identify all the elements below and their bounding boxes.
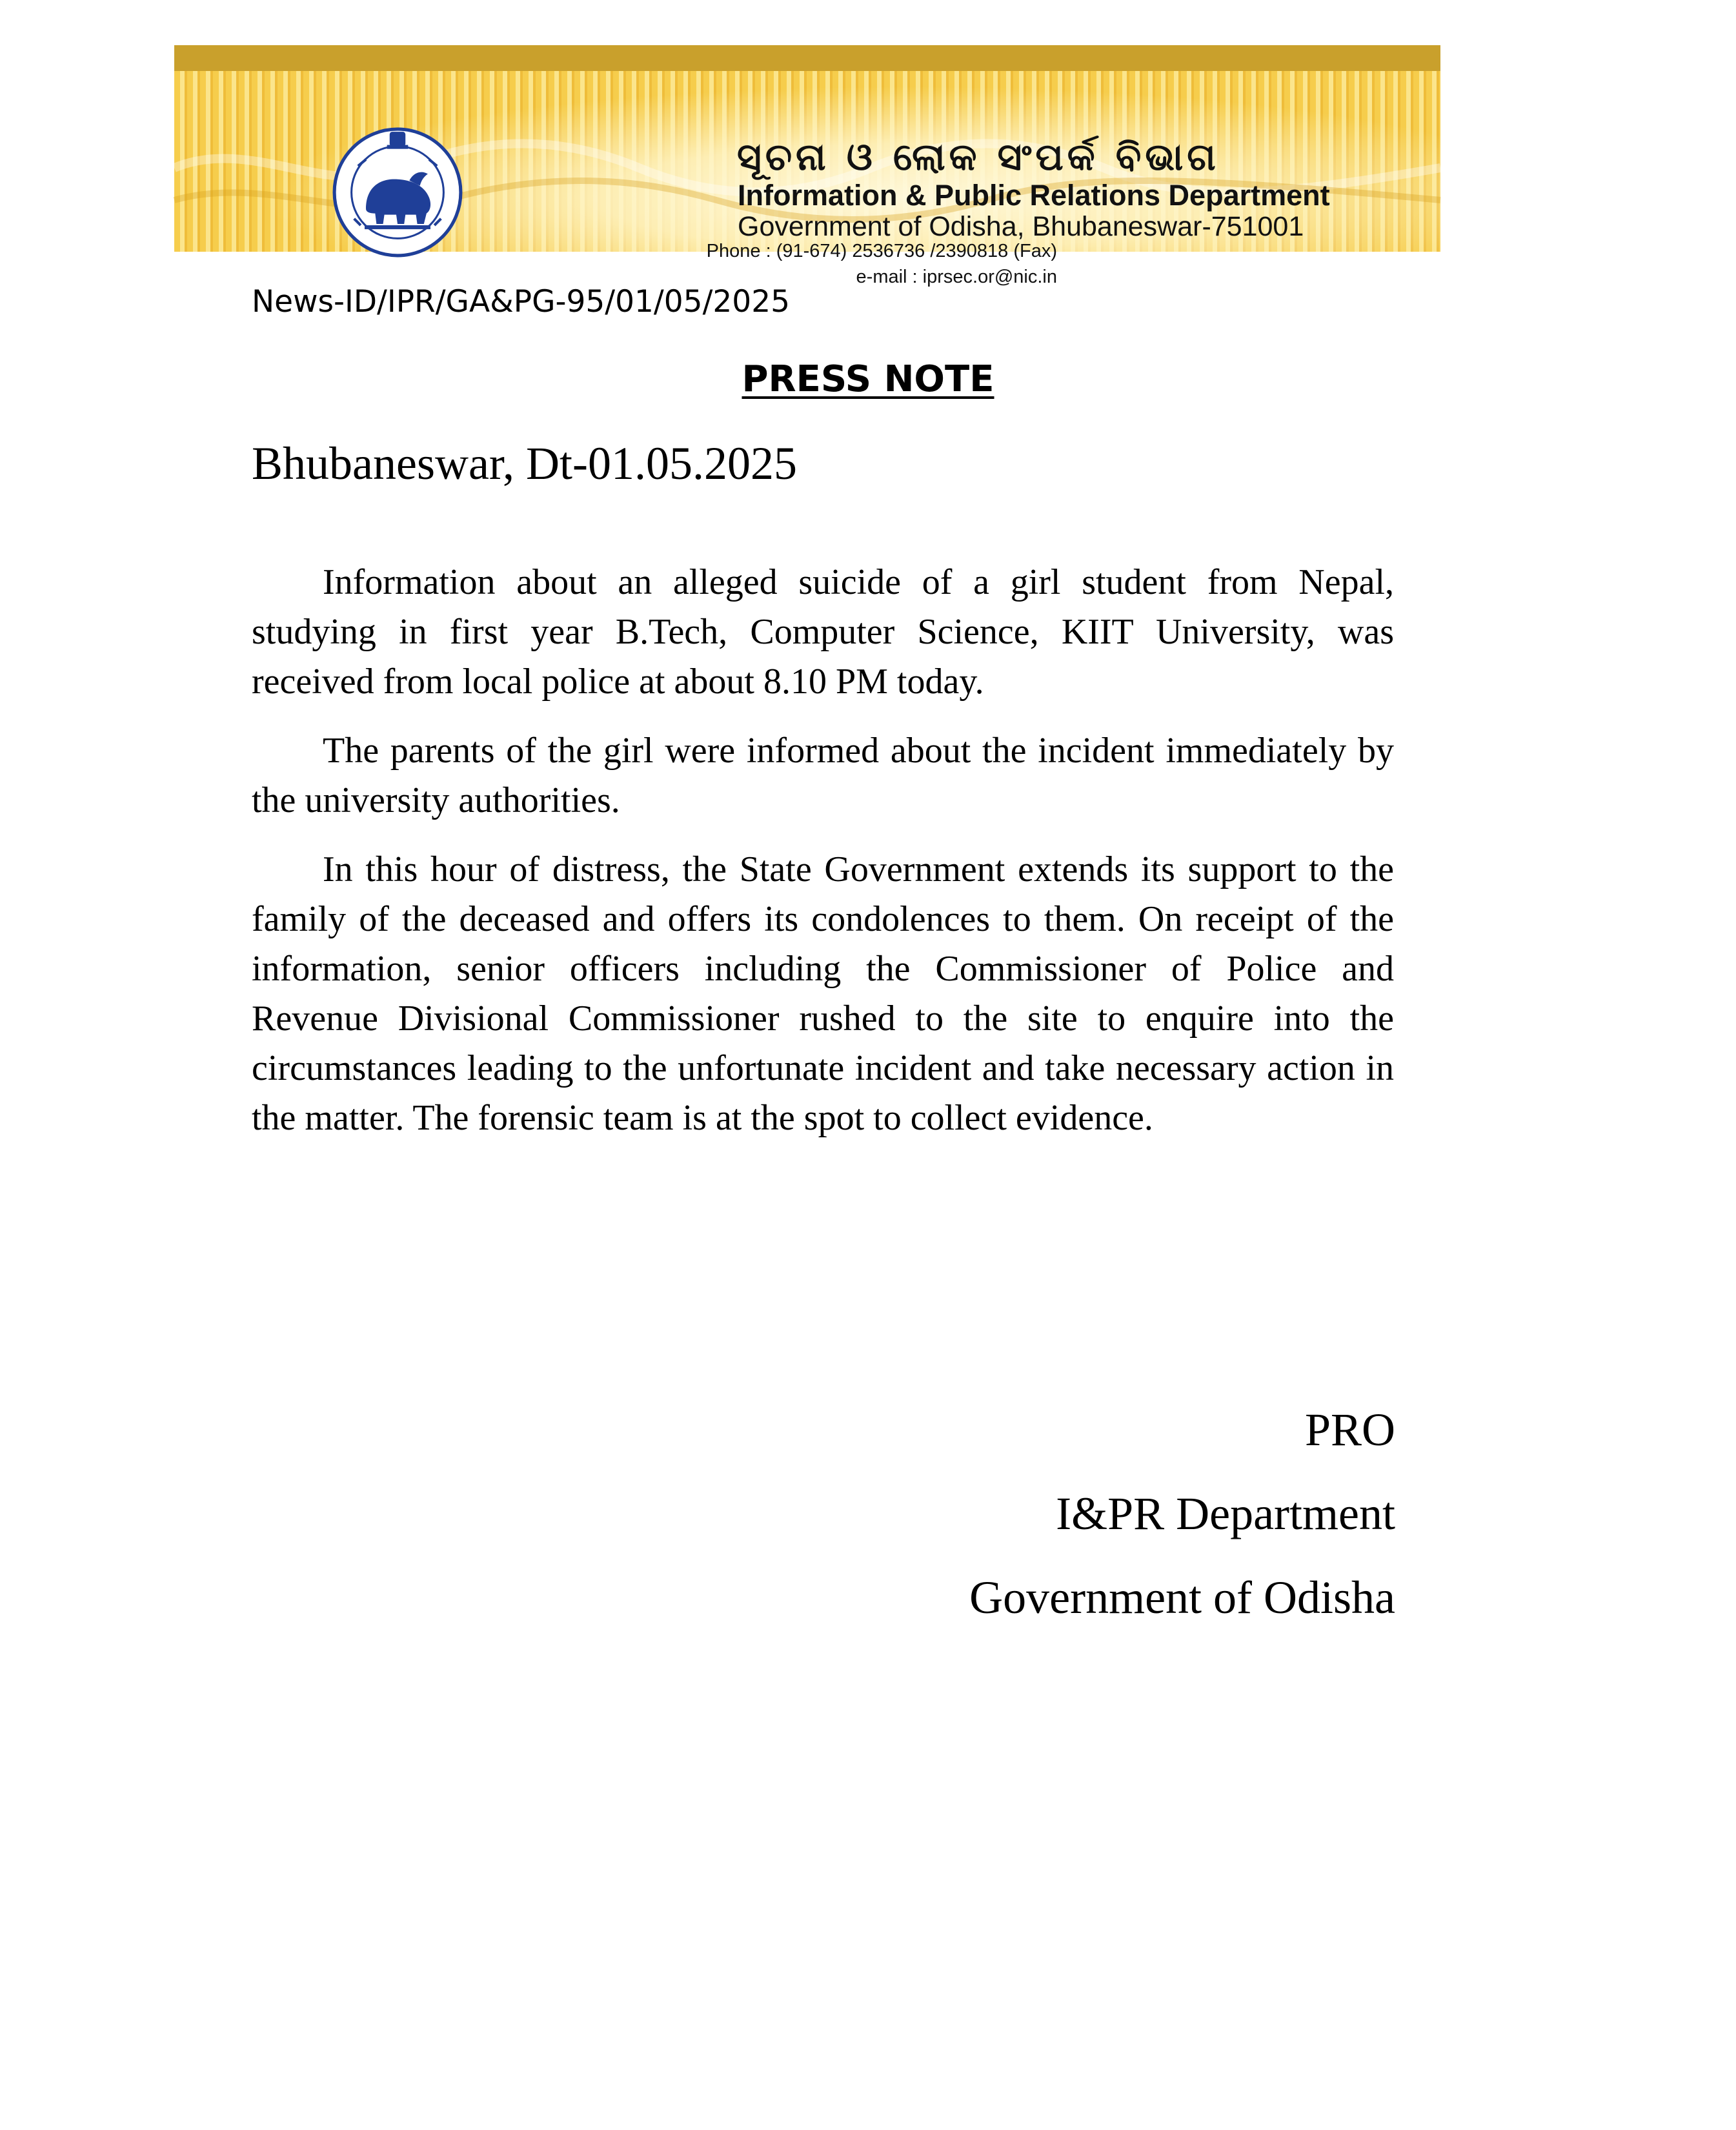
email-line: e-mail : iprsec.or@nic.in <box>856 267 1057 287</box>
press-note-heading: PRESS NOTE <box>742 358 994 400</box>
odisha-emblem-icon <box>332 127 463 258</box>
department-name: Information & Public Relations Department <box>738 179 1330 212</box>
letterhead-banner <box>174 45 1440 287</box>
press-note-body <box>252 558 1394 1162</box>
paragraph: In this hour of distress, the State Government extends its support to the family of the deceased and offers its condolences to them. On receipt of the information, senior officers including the Commissioner of Police and Revenue Divisional Commissioner rushed to the site to enquire into the circumstances leading to the unfortunate incident and take necessary action in the matter. The forensic team is at the spot to collect evidence. <box>252 849 1394 1138</box>
signature-government: Government of Odisha <box>969 1572 1395 1623</box>
banner-top-bar <box>174 45 1440 71</box>
government-address: Government of Odisha, Bhubaneswar-751001 <box>738 211 1304 242</box>
paragraph: The parents of the girl were informed about the incident immediately by the university authorities. <box>252 731 1394 820</box>
signature-department: I&PR Department <box>1056 1488 1395 1539</box>
dateline: Bhubaneswar, Dt-01.05.2025 <box>252 438 797 489</box>
paragraph: Information about an alleged suicide of a girl student from Nepal, studying in first year B.Tech, Computer Science, KIIT University, was received from local police at about 8.10 PM today. <box>252 562 1394 702</box>
signature-title: PRO <box>1304 1404 1395 1456</box>
signature-block <box>969 1388 1395 1639</box>
odia-department-title: ସୂଚନା ଓ ଲୋକ ସଂପର୍କ ବିଭାଗ <box>737 135 1220 179</box>
phone-line: Phone : (91-674) 2536736 /2390818 (Fax) <box>706 241 1057 261</box>
news-id: News-ID/IPR/GA&PG-95/01/05/2025 <box>252 284 791 320</box>
